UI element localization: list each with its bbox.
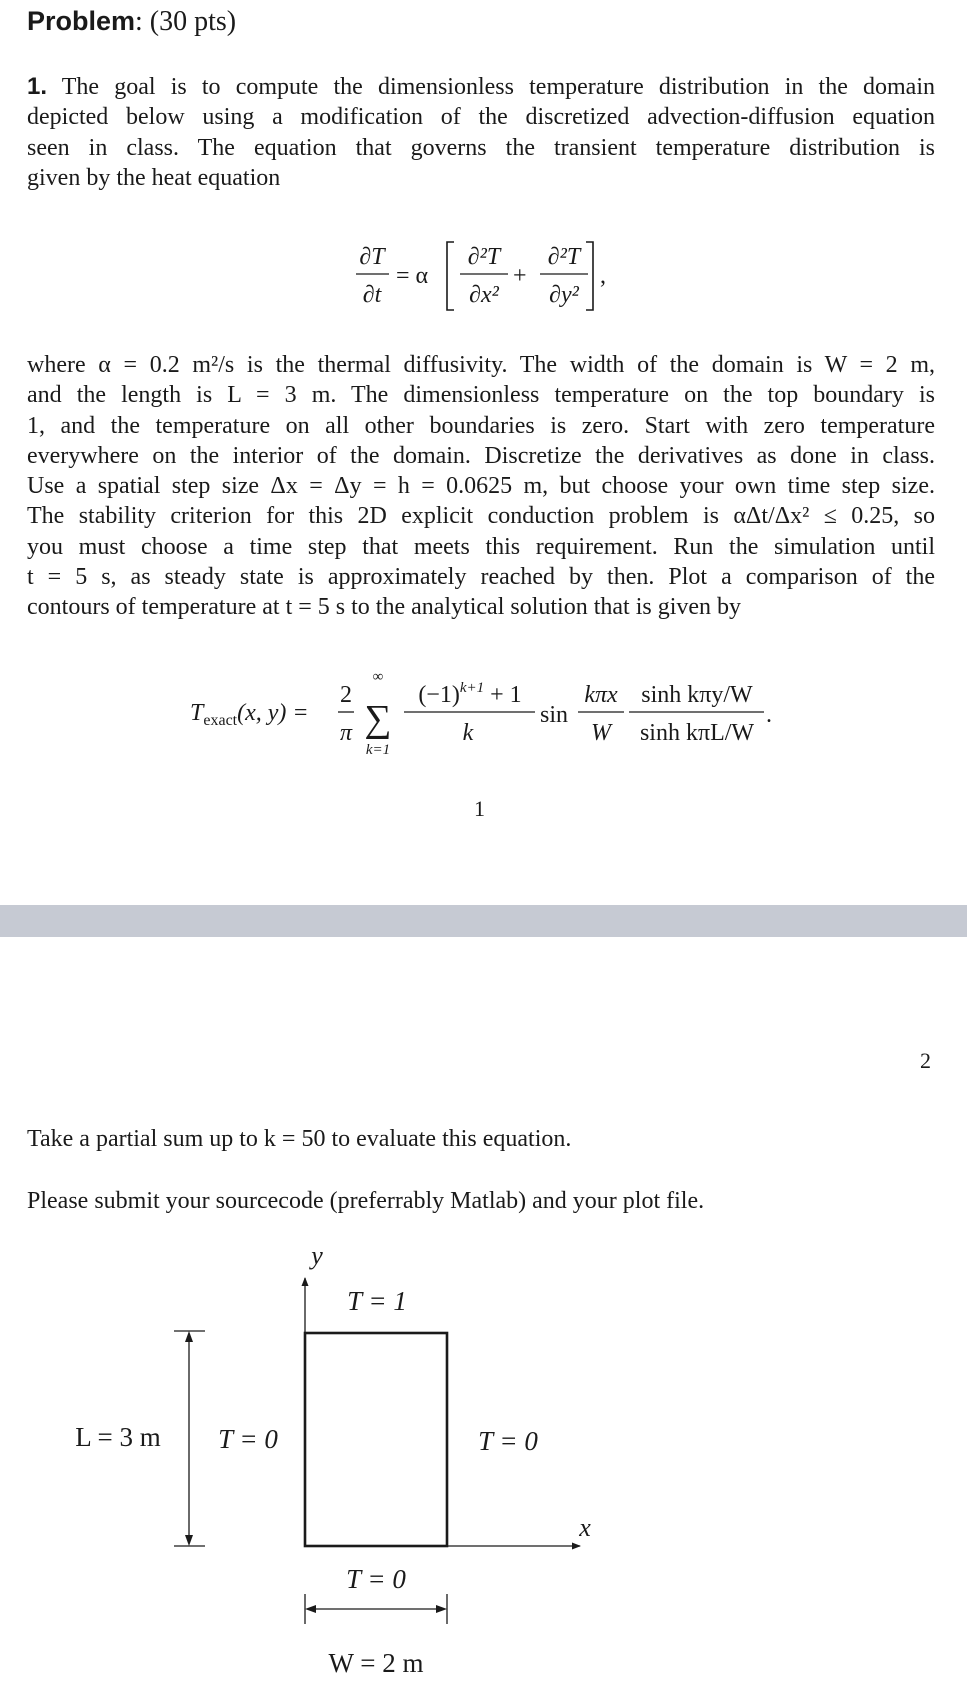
right-boundary-label: T = 0 [478,1426,538,1456]
length-label: L = 3 m [75,1422,161,1452]
heat-lhs-den: ∂t [362,282,382,308]
length-arrowhead-top [185,1331,193,1342]
intro-line-4: given by the heat equation [27,164,281,191]
page-number-1: 1 [474,796,485,821]
heat-term2-num: ∂²T [547,244,581,270]
body-line-2: and the length is L = 3 m. The dimensionless temperature on the top boundary is [27,382,935,409]
width-label: W = 2 m [328,1648,424,1678]
intro-line-3: seen in class. The equation that governs the transient temperature distribution is [27,134,935,161]
page-separator [0,905,967,937]
analytic-period: . [766,702,772,728]
body-line-5: Use a spatial step size Δx = Δy = h = 0.0625 m, but choose your own time step size. [27,473,935,500]
body-line-4: everywhere on the interior of the domain. Discretize the derivatives as done in class. [27,442,935,469]
heat-equation [356,242,606,310]
y-axis-label: y [311,1241,323,1270]
body-line-6: The stability criterion for this 2D explicit conduction problem is αΔt/Δx² ≤ 0.25, so [27,503,935,530]
width-arrowhead-right [436,1605,447,1613]
heat-right-bracket [586,242,593,310]
domain-diagram [75,1241,591,1678]
analytic-f2-num: kπx [584,682,618,708]
body-line-8: t = 5 s, as steady state is approximately reached by then. Plot a comparison of the [27,564,935,591]
heat-equals-alpha: = α [396,263,429,289]
body-line-9: contours of temperature at t = 5 s to the analytical solution that is given by [27,594,742,621]
analytic-f2-den: W [591,720,611,746]
left-boundary-label: T = 0 [218,1424,278,1454]
analytic-f3-num: sinh kπy/W [641,682,753,708]
bottom-boundary-label: T = 0 [346,1564,406,1594]
heat-comma: , [600,263,606,289]
page-number-2: 2 [920,1048,931,1073]
top-boundary-label: T = 1 [347,1286,407,1316]
x-axis-label: x [579,1513,591,1542]
sigma-icon: ∑ [364,698,392,740]
body-line-3: 1, and the temperature on all other boundaries is zero. Start with zero temperature [27,412,935,439]
submission-line: Please submit your sourcecode (preferrably Matlab) and your plot file. [27,1188,705,1214]
heat-term2-den: ∂y² [549,282,579,308]
domain-rectangle [305,1333,447,1546]
heat-term1-den: ∂x² [469,282,499,308]
analytic-sum-bottom: k=1 [365,742,391,758]
heat-left-bracket [447,242,454,310]
partial-sum-line: Take a partial sum up to k = 50 to evaluate this equation. [27,1126,572,1152]
length-arrowhead-bottom [185,1535,193,1546]
analytic-lhs: $T_{exact}(x$, y) = [190,700,309,729]
analytic-sin: sin [540,702,569,728]
problem-number: 1. [27,73,48,100]
analytic-f1-num: $(-1)^{k+1} + 1$ [418,680,522,708]
analytic-f3-den: sinh kπL/W [639,720,755,746]
analytic-sum-top: ∞ [372,669,384,685]
heat-plus: + [513,263,527,289]
title-points: : (30 pts) [135,6,237,37]
body-paragraph [27,350,935,623]
heat-term1-num: ∂²T [467,244,501,270]
analytic-solution [190,669,772,758]
width-arrowhead-left [305,1605,316,1613]
body-line-1: where α = 0.2 m²/s is the thermal diffusivity. The width of the domain is W = 2 m, [27,352,935,378]
analytic-f1-den: k [462,720,474,746]
analytic-frac2-den: π [339,720,353,746]
body-line-7: you must choose a time step that meets this requirement. Run the simulation until [27,533,935,560]
title-bold: Problem [27,6,136,36]
analytic-frac2-num: 2 [340,682,352,708]
intro-line-2: depicted below using a modification of the discretized advection-diffusion equation [27,104,935,131]
intro-line-1: 1. The goal is to compute the dimensionless temperature distribution in the domain [27,73,935,100]
heat-lhs-num: ∂T [359,244,385,270]
